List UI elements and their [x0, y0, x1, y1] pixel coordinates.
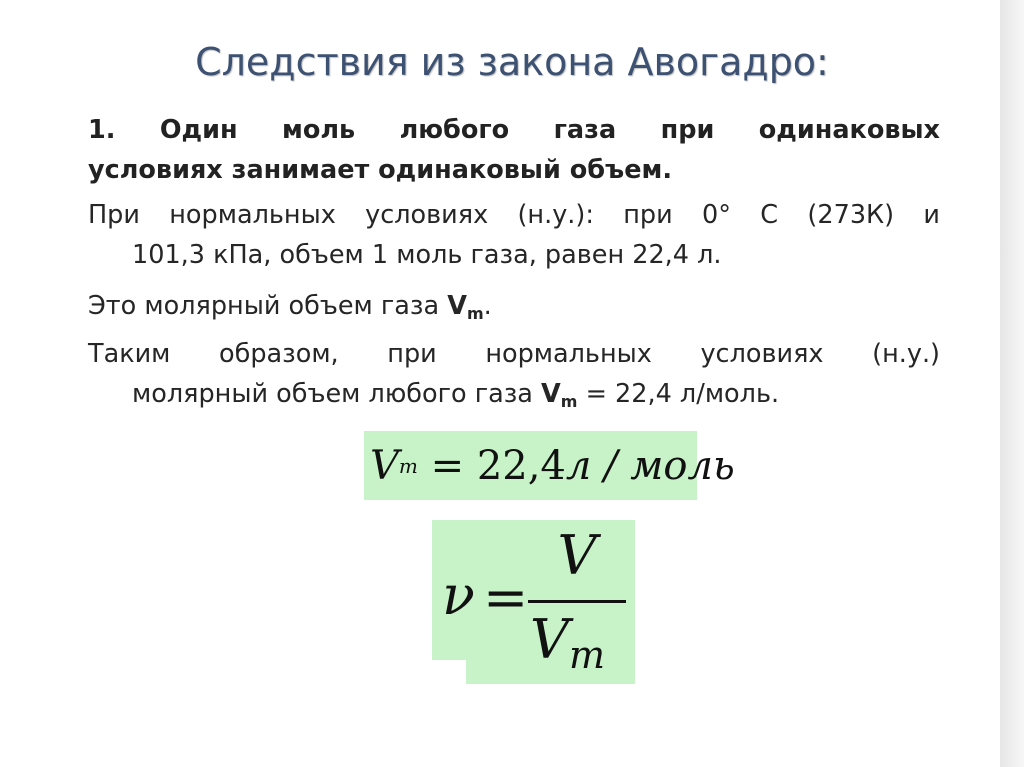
vm-subscript-2: m: [560, 392, 578, 411]
formula1-lhs-sub: m: [398, 453, 418, 478]
formula1-lhs: V: [370, 442, 399, 489]
molar-volume-text: Это молярный объем газа: [88, 291, 448, 321]
formula1-value: 22,4: [476, 442, 566, 489]
formula2-denominator-v: V: [530, 608, 569, 671]
vm-symbol: V: [447, 291, 467, 321]
consequence-1: [88, 110, 940, 190]
formula2-equals: =: [483, 566, 529, 629]
conclusion-line-1: Таким образом, при нормальных условиях (н.у.): [88, 339, 940, 369]
formula2-notch: [432, 660, 466, 684]
conclusion-line-2-start: молярный объем любого газа: [132, 379, 542, 409]
conclusion-line-2: [88, 374, 940, 422]
conclusion-line-2-end: = 22,4 л/моль.: [577, 379, 780, 409]
formula2-denominator: [530, 608, 630, 677]
consequence-1-line-1: 1. Один моль любого газа при одинаковых: [88, 115, 940, 145]
molar-volume-paragraph: [88, 286, 940, 334]
normal-conditions-line-1: При нормальных условиях (н.у.): при 0° С (273К) и: [88, 200, 940, 230]
conclusion-paragraph: [88, 334, 940, 422]
formula1-unit: л / моль: [565, 442, 735, 489]
formula2-denominator-sub: m: [569, 633, 606, 677]
molar-volume-formula: [364, 431, 735, 500]
molar-volume-period: .: [483, 291, 492, 321]
formula2-nu: ν: [442, 564, 475, 627]
vm-symbol-2: V: [541, 379, 561, 409]
normal-conditions-paragraph: [88, 195, 940, 275]
formula1-eq: =: [417, 442, 477, 489]
molar-volume-line: [88, 286, 940, 334]
vm-subscript: m: [466, 304, 484, 323]
formula2-fraction-bar: [528, 600, 626, 603]
formula2-numerator: V: [557, 524, 597, 587]
slide-title: Следствия из закона Авогадро:: [195, 40, 829, 84]
consequence-1-line-2: условиях занимает одинаковый объем.: [88, 155, 673, 185]
slide-edge-shadow: [1000, 0, 1024, 767]
normal-conditions-line-2: 101,3 кПа, объем 1 моль газа, равен 22,4 л.: [132, 240, 722, 270]
